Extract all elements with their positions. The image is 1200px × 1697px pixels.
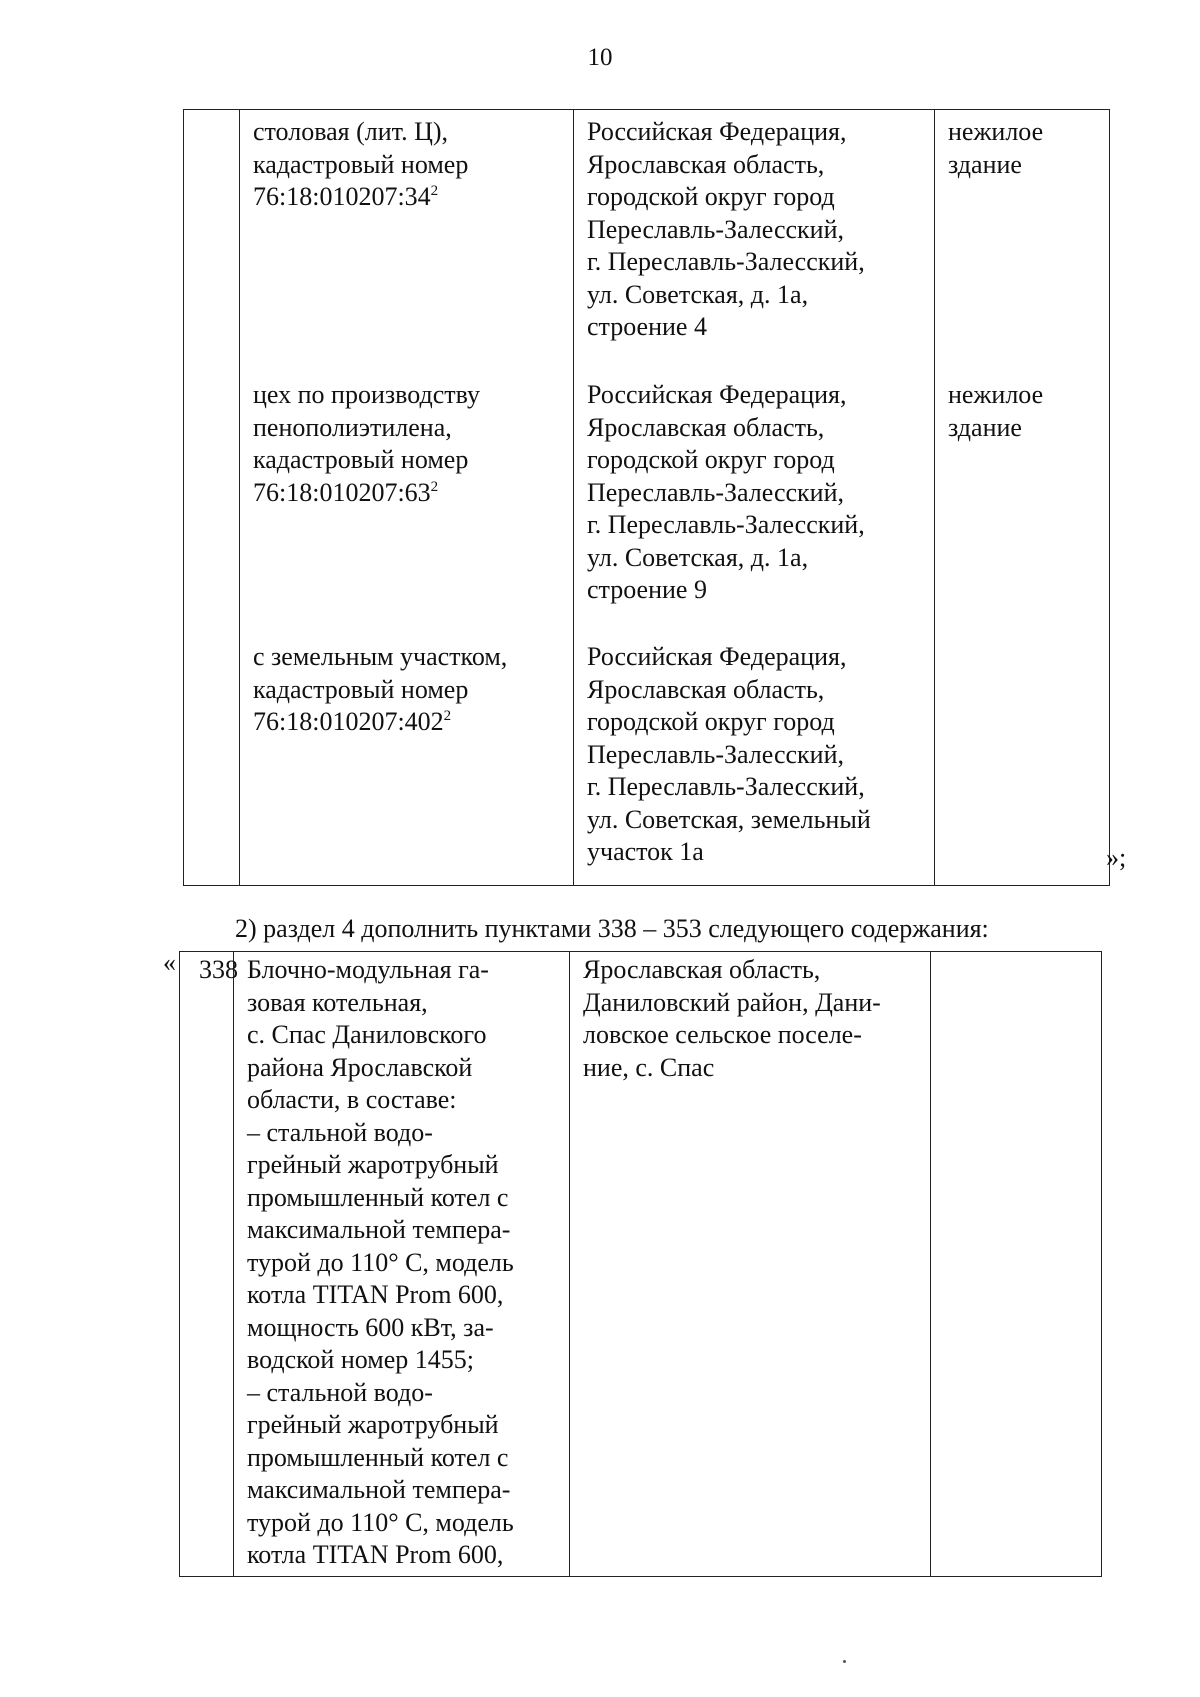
object-address-cell: Российская Федерация, Ярославская область, городской округ город Переславль-Залесский, г. Переславль-Залесский, ул. Советская, д. 1а, строение 9 bbox=[587, 380, 865, 604]
object-name-cell: Блочно-модульная га- зовая котельная, с. Спас Даниловского района Ярославской области, в составе: – стальной водо- грейный жаротрубный промышленный котел с максимальной темпера- турой до 110° С, модель котла TITAN Prom 600, мощность 600 кВт, за- водской номер 1455; – стальной водо- грейный жаротрубный промышленный котел с максимальной темпера- турой до 110° С, модель котла TITAN Prom 600, bbox=[247, 955, 514, 1569]
column-divider bbox=[934, 110, 935, 885]
column-divider bbox=[233, 952, 234, 1576]
column-divider bbox=[930, 952, 931, 1576]
object-address-cell: Российская Федерация, Ярославская область, городской округ город Переславль-Залесский, г. Переславль-Залесский, ул. Советская, д. 1а, строение 4 bbox=[587, 117, 865, 341]
object-address-cell: Российская Федерация, Ярославская область, городской округ город Переславль-Залесский, г. Переславль-Залесский, ул. Советская, земельный участок 1а bbox=[587, 642, 871, 866]
column-divider bbox=[573, 110, 574, 885]
closing-quote: »; bbox=[1106, 843, 1127, 872]
scan-speck bbox=[843, 1660, 846, 1663]
object-type-cell: нежилое здание bbox=[948, 117, 1044, 179]
object-name-cell: столовая (лит. Ц), кадастровый номер $76:18:010207:34^2$ bbox=[253, 117, 469, 211]
page-number: 10 bbox=[587, 44, 613, 71]
object-name-cell: цех по производству пенополиэтилена, кадастровый номер $76:18:010207:63^2$ bbox=[253, 380, 480, 507]
column-divider bbox=[239, 110, 240, 885]
item-number-cell: 338 bbox=[199, 955, 238, 984]
property-table-new-items bbox=[179, 951, 1102, 1577]
section-heading-text: 2) раздел 4 дополнить пунктами 338 – 353 следующего содержания: bbox=[235, 914, 989, 943]
property-table-continued bbox=[183, 109, 1110, 886]
column-divider bbox=[569, 952, 570, 1576]
opening-quote: « bbox=[163, 948, 176, 977]
object-address-cell: Ярославская область, Даниловский район, Дани- ловское сельское поселе- ние, с. Спас bbox=[583, 955, 881, 1082]
object-type-cell: нежилое здание bbox=[948, 380, 1044, 442]
object-name-cell: с земельным участком, кадастровый номер $76:18:010207:402^2$ bbox=[253, 642, 508, 736]
